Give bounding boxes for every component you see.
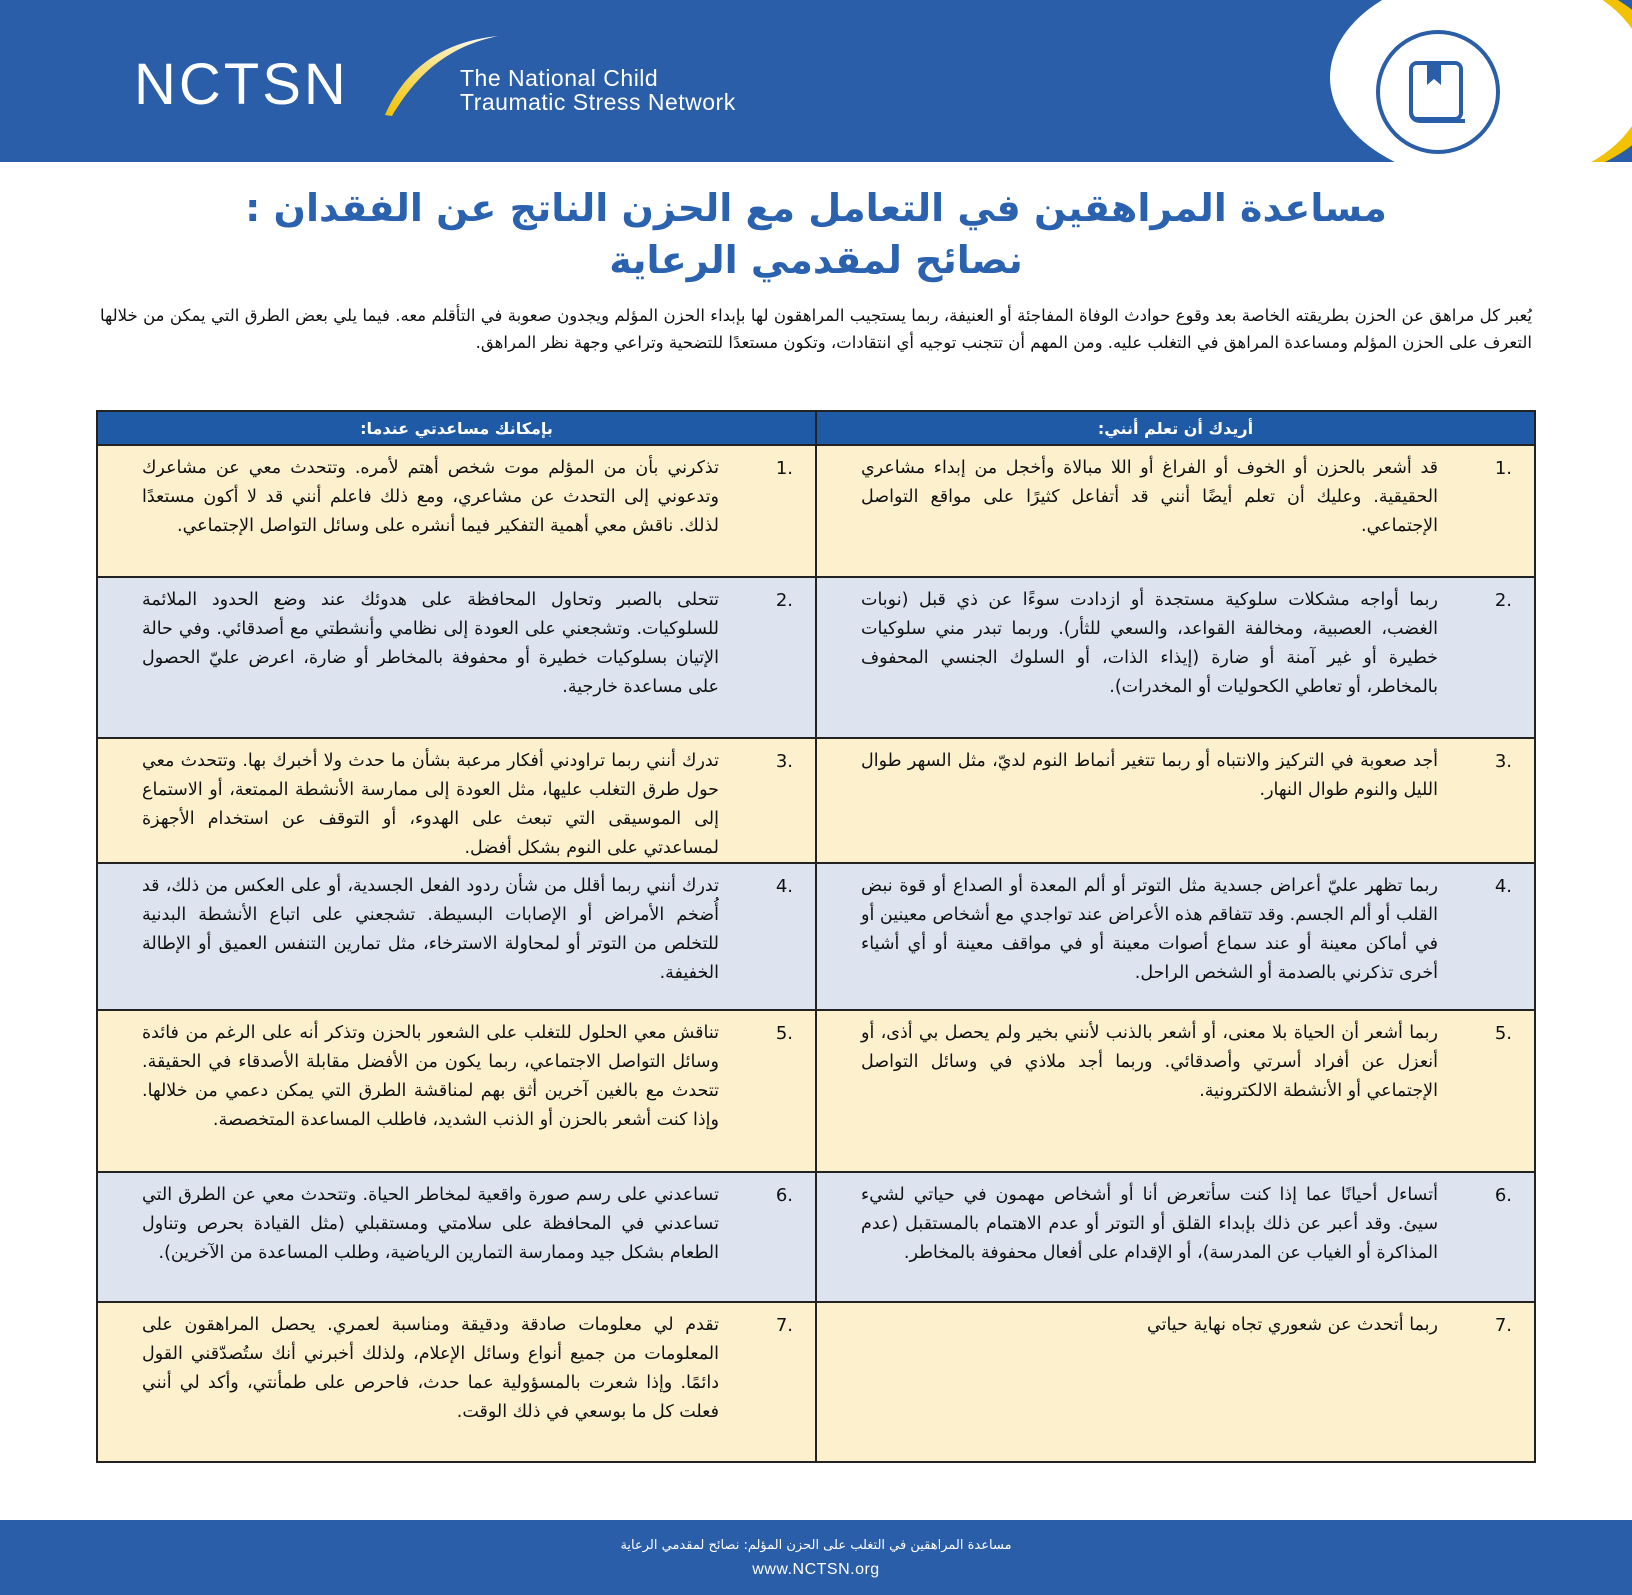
know-text: أجد صعوبة في التركيز والانتباه أو ربما تتغير أنماط النوم لديّ، مثل السهر طوال الليل والنوم طوال النهار. (861, 751, 1438, 800)
help-cell (98, 864, 817, 1009)
table-row (98, 576, 1534, 737)
row-number: 5. (775, 1023, 793, 1044)
page-title (0, 182, 1632, 286)
know-text: ربما تظهر عليّ أعراض جسدية مثل التوتر أو ألم المعدة أو الصداع أو قوة نبض القلب أو ألم الجسم. وقد تتفاقم هذه الأعراض عند تواجدي مع أشخاص معينين أو في أماكن معينة أو عند سماع أصوات معينة أو في مواقف معينة أو أي أشياء أخرى تذكرني بالصدمة أو الشخص الراحل. (861, 876, 1438, 983)
row-number: 2. (1494, 590, 1512, 611)
table-row (98, 1171, 1534, 1301)
tips-table (96, 410, 1536, 1463)
book-badge (1376, 30, 1500, 154)
header-know-that: أريدك أن تعلم أنني: (1097, 418, 1254, 438)
table-row (98, 444, 1534, 576)
book-icon (1403, 59, 1473, 125)
help-text: تقدم لي معلومات صادقة ودقيقة ومناسبة لعمري. يحصل المراهقون على المعلومات من جميع أنواع وسائل الإعلام، ولذلك أخبرني أنك ستُصدّقني القول دائمًا. وإذا شعرت بالمسؤولية عما حدث، فاحرص على طمأنتي، وأكد لي أنني فعلت كل ما بوسعي في ذلك الوقت. (142, 1315, 719, 1422)
help-text: تذكرني بأن من المؤلم موت شخص أهتم لأمره. وتتحدث معي عن مشاعرك وتدعوني إلى التحدث عن مشاعري، ومع ذلك فاعلم أنني قد لا أكون مستعدًا لذلك. ناقش معي أهمية التفكير فيما أنشره على وسائل التواصل الإجتماعي. (142, 458, 719, 536)
help-cell (98, 578, 817, 737)
row-number: 5. (1494, 1023, 1512, 1044)
intro-paragraph: يُعبر كل مراهق عن الحزن بطريقته الخاصة بعد وقوع حوادث الوفاة المفاجئة أو العنيفة، ربما يستجيب المراهقون لها بإبداء الحزن المؤلم ويجدون صعوبة في التأقلم معه. فيما يلي بعض الطرق التي يمكن من خلالها التعرف على الحزن المؤلم ومساعدة المراهق في التغلب عليه. ومن المهم أن تتجنب توجيه أي انتقادات، وتكون مستعدًا للتضحية وتراعي وجهة نظر المراهق. (100, 306, 1532, 352)
know-text: أتساءل أحيانًا عما إذا كنت سأتعرض أنا أو أشخاص مهمون في حياتي لشيء سيئ. وقد أعبر عن ذلك بإبداء القلق أو التوتر أو عدم الاهتمام بالمستقبل (عدم المذاكرة أو الغياب عن المدرسة)، أو الإقدام على أفعال محفوفة بالمخاطر. (861, 1185, 1438, 1263)
know-cell (817, 739, 1534, 862)
footer-url[interactable]: www.NCTSN.org (752, 1561, 880, 1578)
table-row (98, 862, 1534, 1009)
know-text: ربما أواجه مشكلات سلوكية مستجدة أو ازدادت سوءًا عن ذي قبل (نوبات الغضب، العصبية، ومخالفة القواعد، والسعي للثأر). وربما تبدر مني سلوكيات خطيرة أو غير آمنة أو ضارة (إيذاء الذات، أو السلوك الجنسي المحفوف بالمخاطر، أو تعاطي الكحوليات أو المخدرات). (861, 590, 1438, 697)
footer-banner (0, 1520, 1632, 1595)
know-cell (817, 446, 1534, 576)
row-number: 3. (1494, 751, 1512, 772)
know-text: قد أشعر بالحزن أو الخوف أو الفراغ أو اللا مبالاة وأخجل من إبداء مشاعري الحقيقية. وعليك أن تعلم أيضًا أنني قد أتفاعل كثيرًا على مواقع التواصل الإجتماعي. (861, 458, 1438, 536)
help-text: تساعدني على رسم صورة واقعية لمخاطر الحياة. وتتحدث معي عن الطرق التي تساعدني في المحافظة على سلامتي ومستقبلي (مثل القيادة بحرص وتناول الطعام بشكل جيد وممارسة التمارين الرياضية، وطلب المساعدة من الآخرين). (142, 1185, 719, 1263)
row-number: 7. (775, 1315, 793, 1336)
row-number: 2. (775, 590, 793, 611)
org-name-line1: The National Child (460, 65, 659, 91)
know-cell (817, 1173, 1534, 1301)
know-cell (817, 1303, 1534, 1461)
row-number: 6. (1494, 1185, 1512, 1206)
nctsn-logo: NCTSN (134, 52, 349, 117)
table-row (98, 1301, 1534, 1461)
row-number: 3. (775, 751, 793, 772)
row-number: 6. (775, 1185, 793, 1206)
footer-title: مساعدة المراهقين في التغلب على الحزن المؤلم: نصائح لمقدمي الرعاية (620, 1538, 1012, 1553)
header-banner (0, 0, 1632, 162)
know-text: ربما أشعر أن الحياة بلا معنى، أو أشعر بالذنب لأنني بخير ولم يحصل بي أذى، أو أنعزل عن أفراد أسرتي وأصدقائي. وربما أجد ملاذي في وسائل التواصل الإجتماعي أو الأنشطة الالكترونية. (861, 1023, 1438, 1101)
row-number: 4. (1494, 876, 1512, 897)
table-row (98, 737, 1534, 862)
org-name-line2: Traumatic Stress Network (460, 89, 736, 115)
know-cell (817, 578, 1534, 737)
help-cell (98, 739, 817, 862)
org-name (460, 66, 736, 114)
know-cell (817, 1011, 1534, 1171)
know-cell (817, 864, 1534, 1009)
row-number: 1. (775, 458, 793, 479)
table-row (98, 1009, 1534, 1171)
row-number: 4. (775, 876, 793, 897)
row-number: 7. (1494, 1315, 1512, 1336)
title-line2: نصائح لمقدمي الرعاية (609, 238, 1023, 282)
help-cell (98, 446, 817, 576)
help-text: تدرك أنني ربما أقلل من شأن ردود الفعل الجسدية، أو على العكس من ذلك، قد أُضخم الأمراض أو الإصابات البسيطة. تشجعني على اتباع الأنشطة البدنية للتخلص من التوتر أو لمحاولة الاسترخاء، مثل تمارين التنفس العميق أو الإطالة الخفيفة. (142, 876, 719, 983)
table-header (98, 412, 1534, 444)
row-number: 1. (1494, 458, 1512, 479)
know-text: ربما أتحدث عن شعوري تجاه نهاية حياتي (1147, 1315, 1438, 1335)
header-help-me: بإمكانك مساعدتي عندما: (98, 412, 817, 444)
help-cell (98, 1173, 817, 1301)
help-text: تدرك أنني ربما تراودني أفكار مرعبة بشأن ما حدث ولا أخبرك بها. وتتحدث معي حول طرق التغلب عليها، مثل العودة إلى ممارسة الأنشطة الممتعة، أو الاستماع إلى الموسيقى التي تبعث على الهدوء، أو التوقف عن استخدام الأجهزة لمساعدتي على النوم بشكل أفضل. (142, 751, 719, 858)
title-line1: مساعدة المراهقين في التعامل مع الحزن الناتج عن الفقدان : (245, 186, 1387, 230)
help-text: تناقش معي الحلول للتغلب على الشعور بالحزن وتذكر أنه على الرغم من فائدة وسائل التواصل الاجتماعي، ربما يكون من الأفضل مقابلة الأصدقاء في الحقيقة. تتحدث مع بالغين آخرين أثق بهم لمناقشة الطرق التي يمكن دعمي من خلالها. وإذا كنت أشعر بالحزن أو الذنب الشديد، فاطلب المساعدة المتخصصة. (142, 1023, 719, 1130)
help-cell (98, 1011, 817, 1171)
help-text: تتحلى بالصبر وتحاول المحافظة على هدوئك عند وضع الحدود الملائمة للسلوكيات. وتشجعني على العودة إلى نظامي وأنشطتي مع أصدقائي. وفي حالة الإتيان بسلوكيات خطيرة أو محفوفة بالمخاطر أو ضارة، اعرض عليّ الحصول على مساعدة خارجية. (142, 590, 719, 697)
help-cell (98, 1303, 817, 1461)
